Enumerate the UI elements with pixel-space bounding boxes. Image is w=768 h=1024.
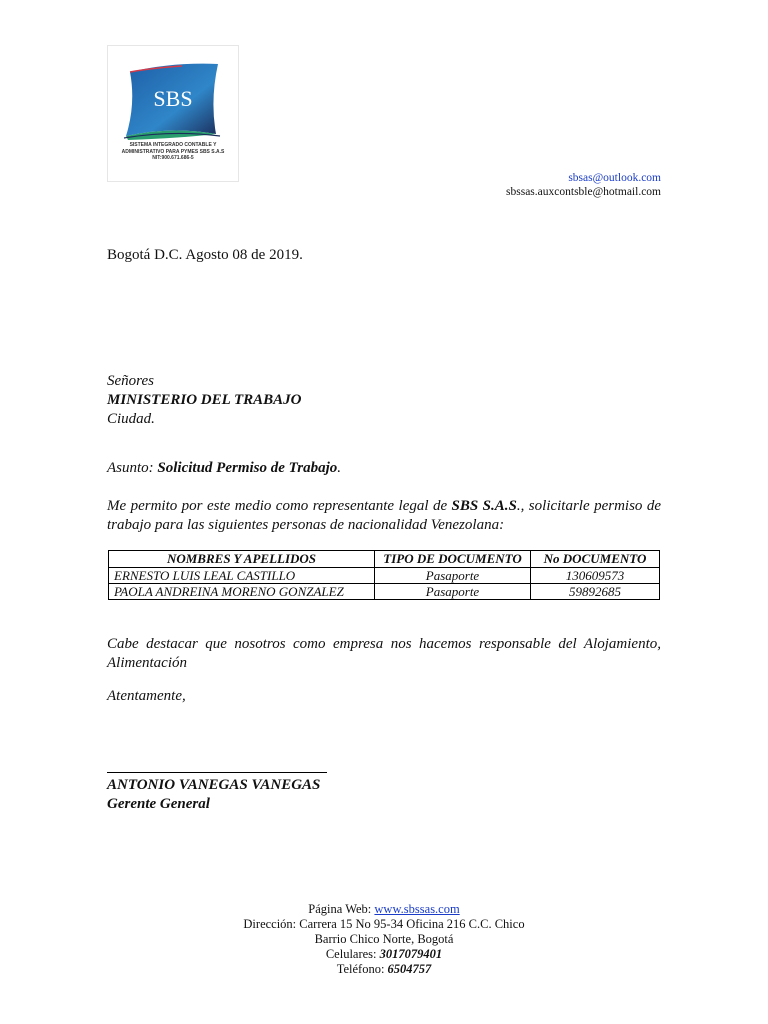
footer-neighborhood: Barrio Chico Norte, Bogotá (314, 932, 454, 946)
cell-name: PAOLA ANDREINA MORENO GONZALEZ (109, 584, 375, 600)
company-logo (107, 45, 239, 182)
table-row (109, 568, 660, 584)
cell-doc-type: Pasaporte (375, 568, 531, 584)
signer-block (107, 776, 320, 814)
footer-web: Página Web: www.sbssas.com (308, 902, 460, 916)
body-paragraph-1: Me permito por este medio como representante legal de SBS S.A.S., solicitarle permiso de trabajo para las siguientes personas de nacionalidad Venezolana: (107, 498, 661, 533)
footer-address: Dirección: Carrera 15 No 95-34 Oficina 216 C.C. Chico (243, 917, 525, 931)
header-doc-number: No DOCUMENTO (531, 551, 660, 568)
signer-title: Gerente General (107, 796, 210, 812)
signature-line (107, 772, 327, 773)
subject-value: Solicitud Permiso de Trabajo (157, 460, 338, 476)
sbs-logo-graphic (122, 60, 224, 140)
cell-doc-number: 59892685 (531, 584, 660, 600)
company-name: SBS S.A.S (451, 498, 517, 514)
header-names: NOMBRES Y APELLIDOS (109, 551, 375, 568)
persons-table (108, 550, 660, 600)
recipient-org: MINISTERIO DEL TRABAJO (107, 392, 302, 408)
email-hotmail: sbssas.auxcontsble@hotmail.com (506, 186, 661, 198)
recipient-city: Ciudad. (107, 411, 155, 427)
subject-label: Asunto: (107, 460, 158, 476)
letter-date: Bogotá D.C. Agosto 08 de 2019. (107, 247, 303, 263)
signer-name: ANTONIO VANEGAS VANEGAS (107, 777, 321, 793)
header-doc-type: TIPO DE DOCUMENTO (375, 551, 531, 568)
footer-phone: Teléfono: 6504757 (336, 962, 432, 976)
logo-text: SBS (153, 86, 193, 111)
closing: Atentamente, (107, 688, 186, 704)
table-header-row (109, 551, 660, 568)
table-row (109, 584, 660, 600)
letter-footer (0, 902, 768, 977)
email-link-outlook[interactable]: sbsas@outlook.com (568, 172, 661, 184)
recipient-block (107, 372, 302, 429)
cell-name: ERNESTO LUIS LEAL CASTILLO (109, 568, 375, 584)
cell-doc-number: 130609573 (531, 568, 660, 584)
footer-cell: Celulares: 3017079401 (325, 947, 443, 961)
website-link[interactable]: www.sbssas.com (374, 902, 460, 916)
contact-emails (506, 171, 661, 199)
subject-line: Asunto: Solicitud Permiso de Trabajo. (107, 460, 342, 476)
logo-caption: SISTEMA INTEGRADO CONTABLE Y ADMINISTRATIVO PARA PYMES SBS S.A.S NIT:900.671.686-5 (121, 142, 225, 161)
body-paragraph-2: Cabe destacar que nosotros como empresa nos hacemos responsable del Alojamiento, Alimentación (107, 636, 661, 671)
cell-doc-type: Pasaporte (375, 584, 531, 600)
salutation: Señores (107, 373, 154, 389)
